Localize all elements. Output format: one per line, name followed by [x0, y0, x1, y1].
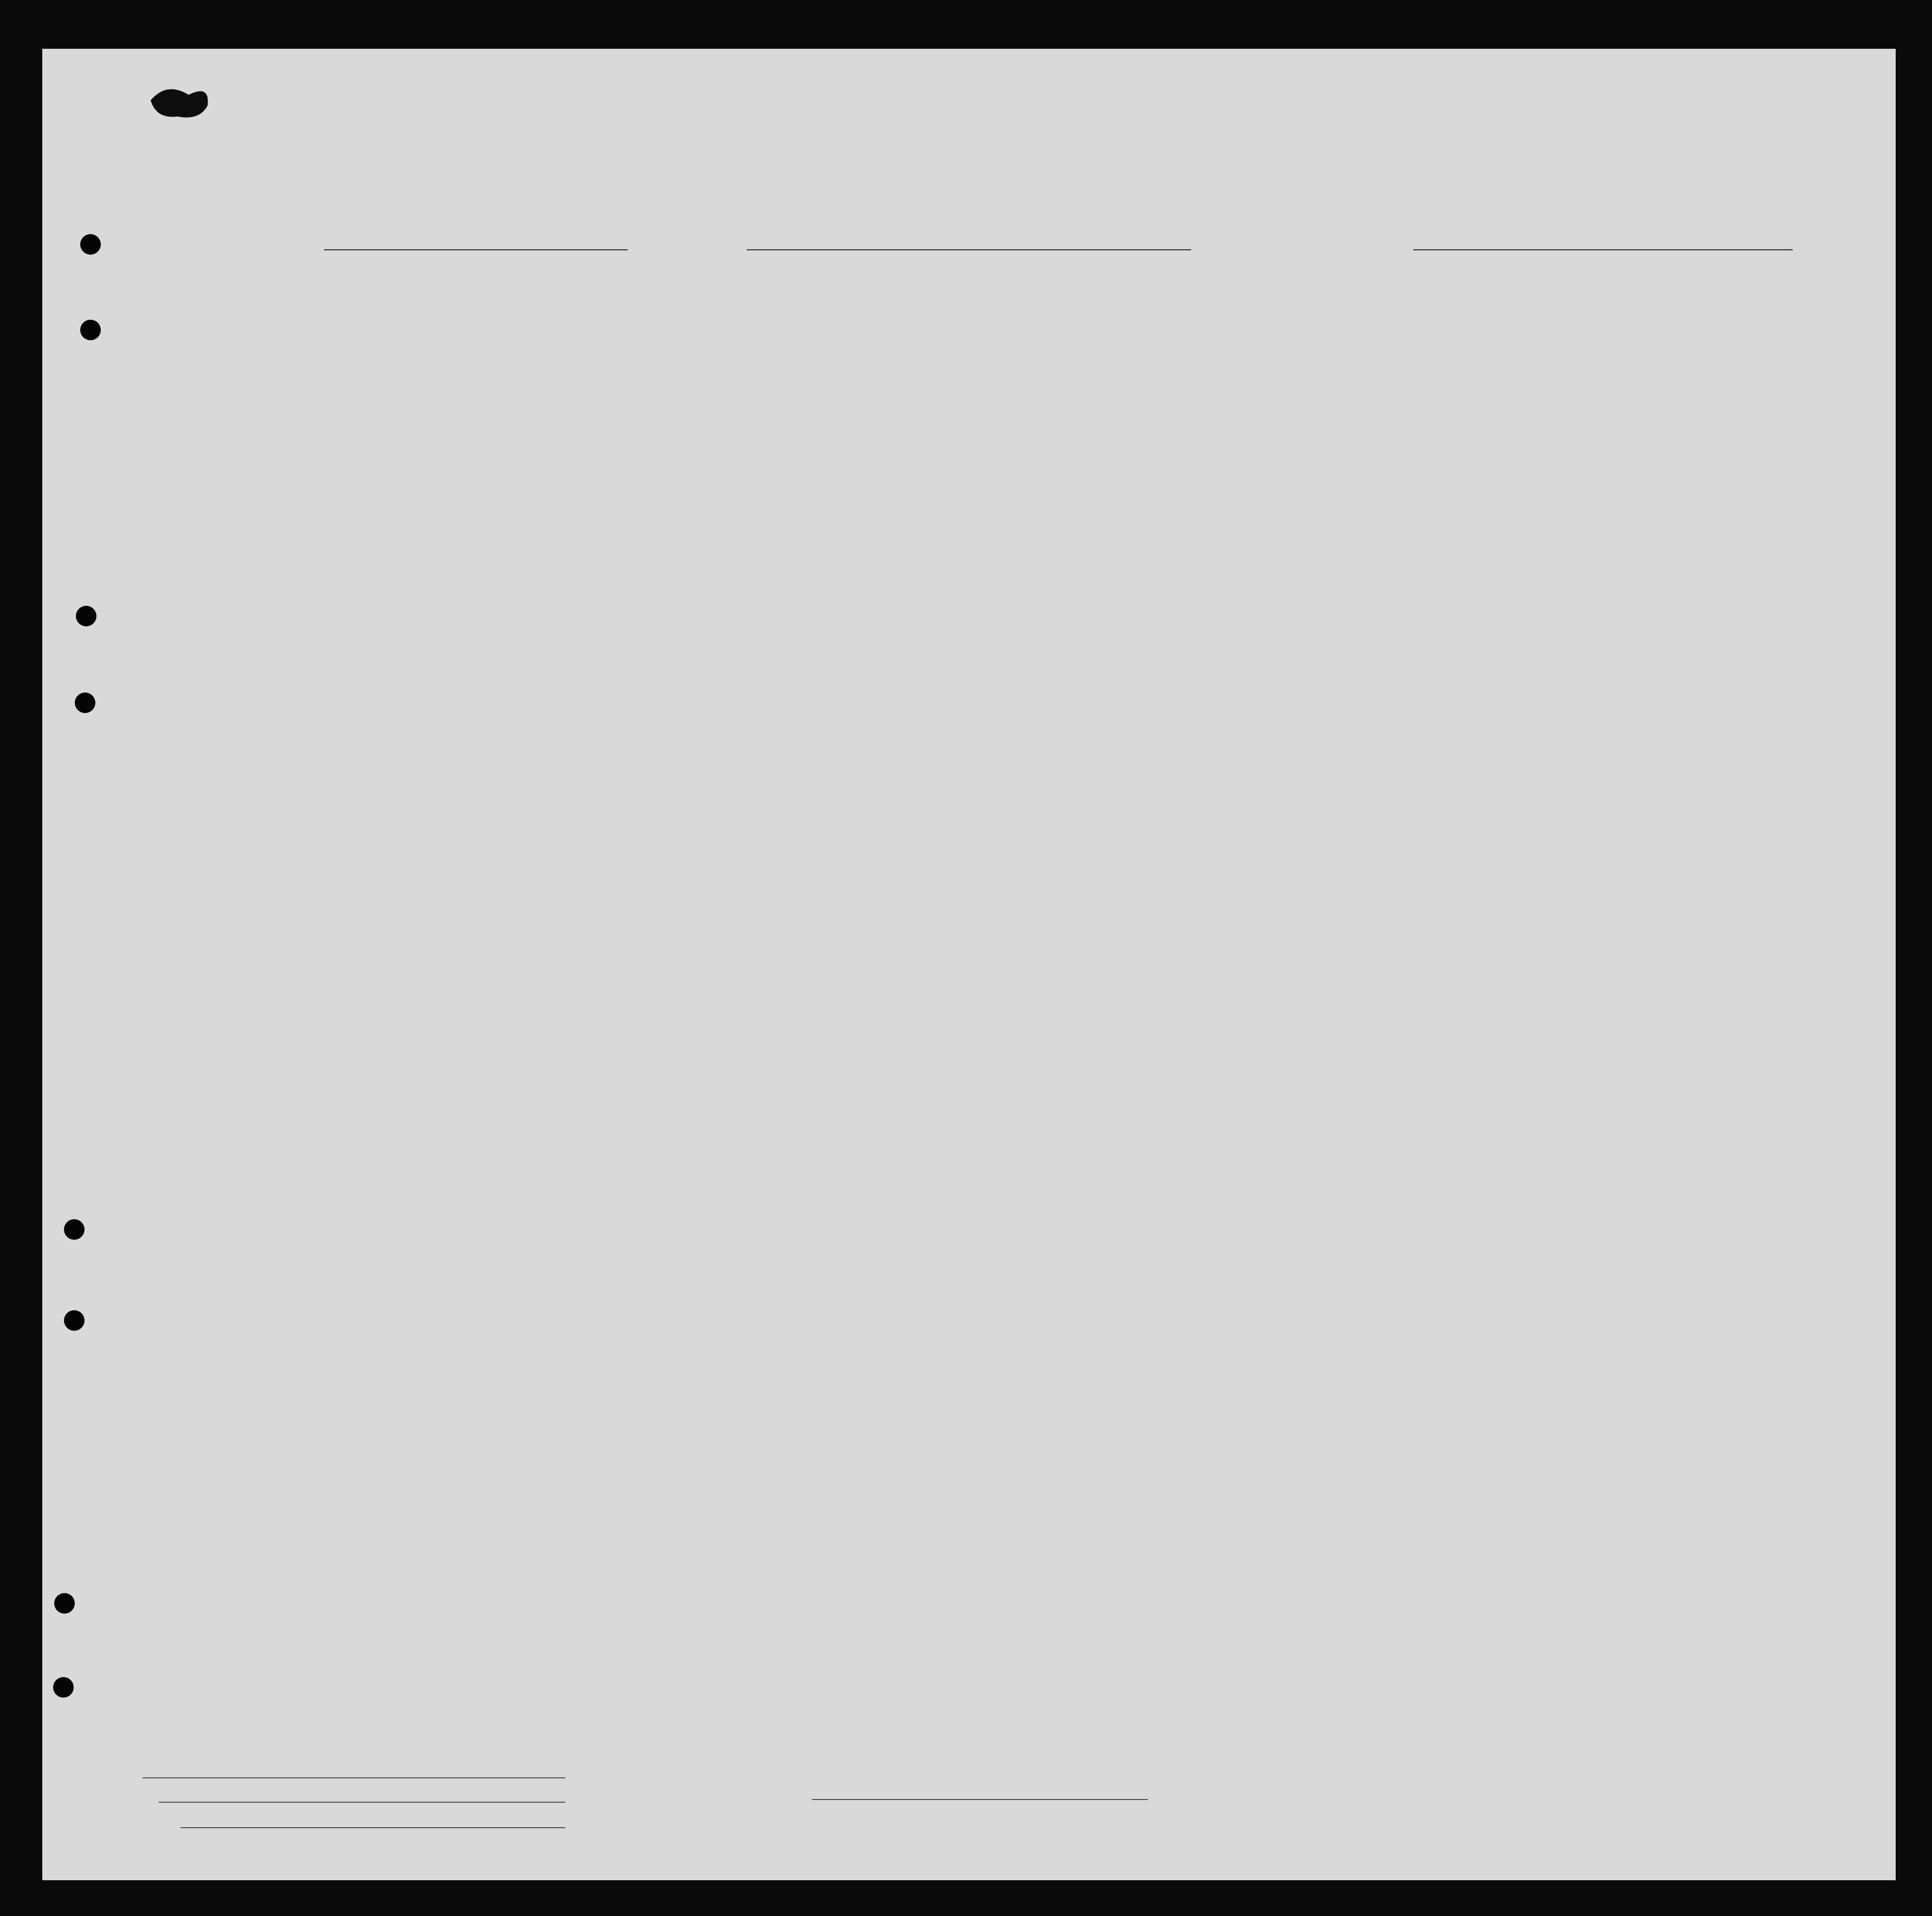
binder-hole — [64, 1219, 85, 1240]
binder-hole — [64, 1310, 85, 1331]
binder-hole — [76, 606, 96, 626]
arrival-underline — [747, 249, 969, 250]
binder-hole — [80, 320, 101, 340]
binder-hole — [53, 1677, 74, 1698]
date-underline — [964, 249, 1191, 250]
owners-underline — [159, 1802, 565, 1803]
manifest-sheet — [42, 49, 1896, 1880]
line-underline — [143, 1777, 565, 1778]
vessel-underline — [324, 249, 628, 250]
from-port-underline — [1413, 249, 1793, 250]
binder-hole — [54, 1593, 75, 1614]
agents-underline — [180, 1827, 565, 1828]
binder-hole — [75, 692, 95, 713]
inspector-signature-line — [812, 1799, 1148, 1800]
torn-stamp-damage — [145, 79, 216, 122]
binder-hole — [80, 234, 101, 255]
